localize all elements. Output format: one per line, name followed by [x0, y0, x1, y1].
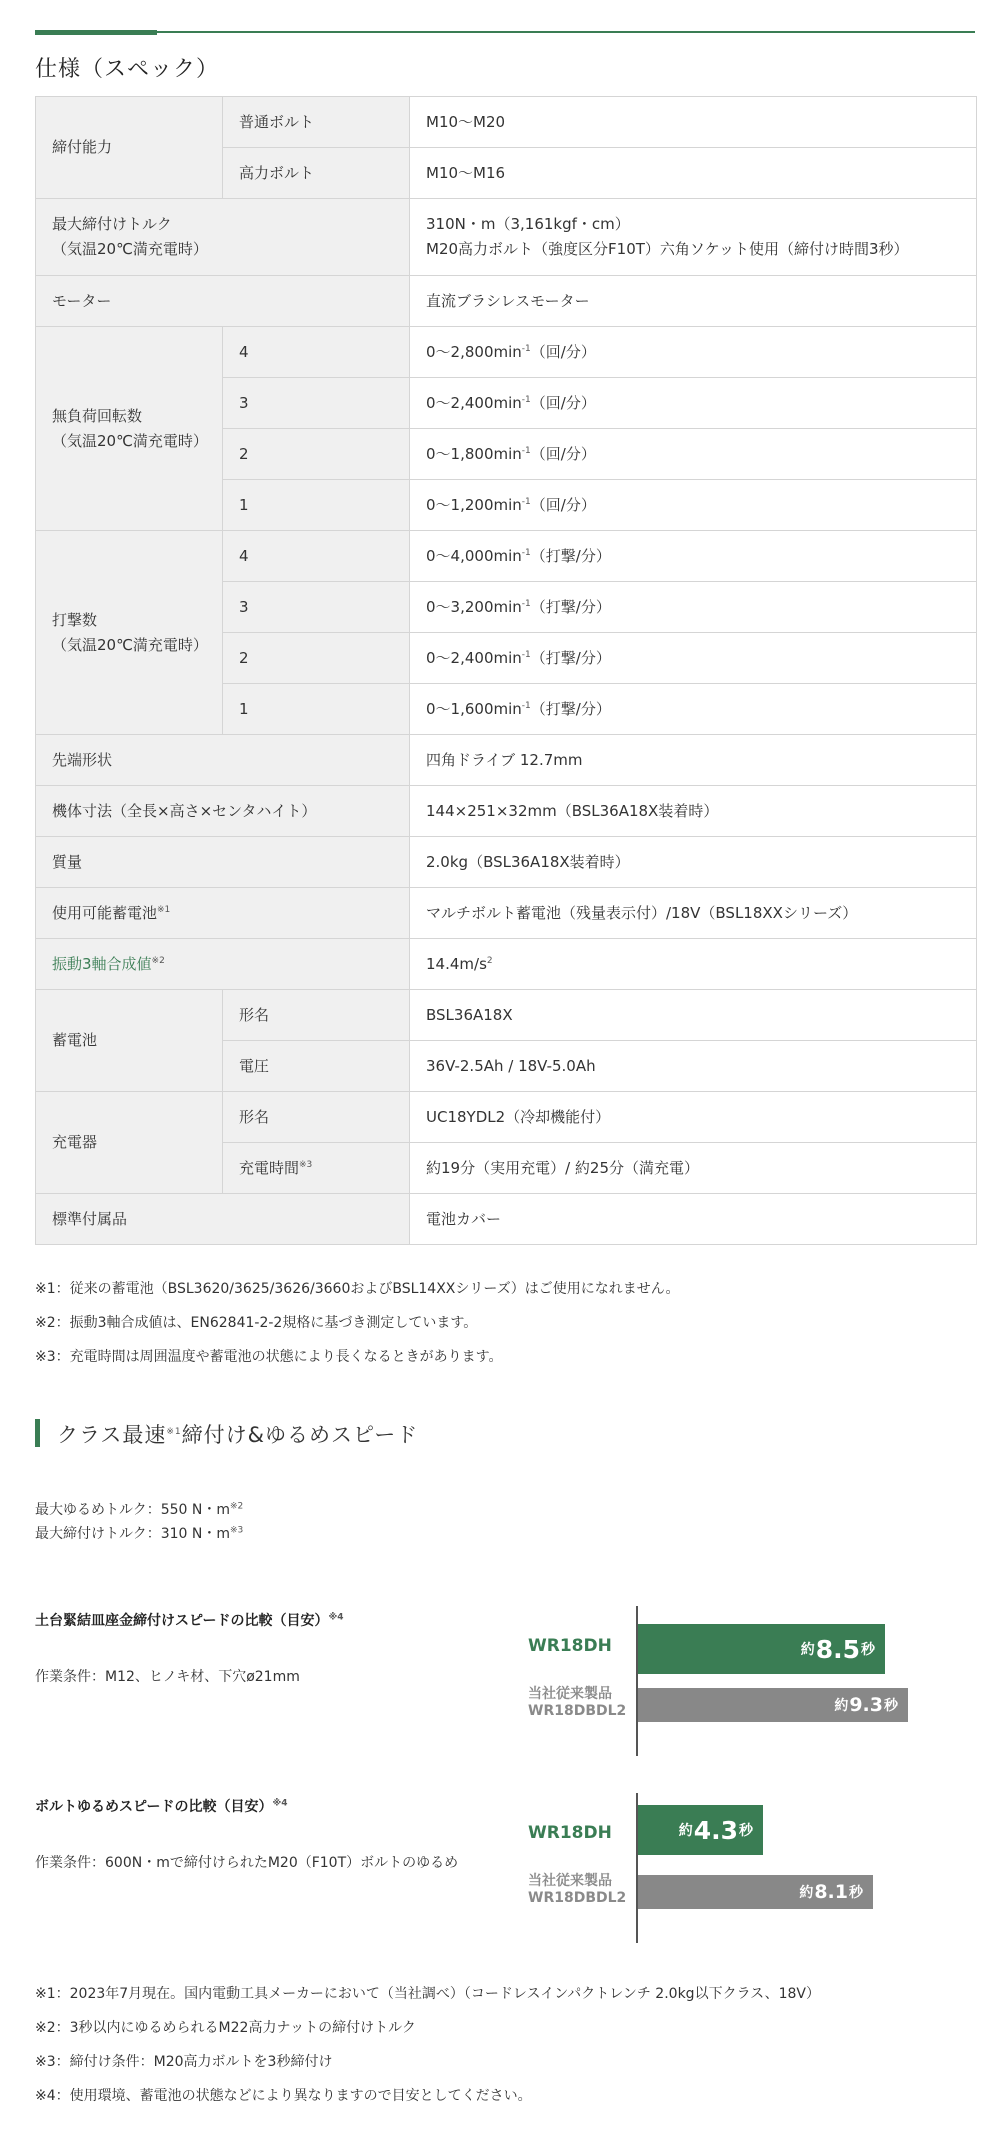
value-unit: （打撃/分）	[530, 546, 611, 565]
new-model-bar	[638, 1805, 763, 1855]
table-row	[36, 939, 977, 990]
spec-value: 144×251×32mm（BSL36A18X装着時）	[410, 786, 977, 837]
comparison-condition: 作業条件：M12、ヒノキ材、下穴ø21mm	[35, 1669, 300, 1685]
spec-value: 直流ブラシレスモーター	[410, 276, 977, 327]
footnote: ※2：3秒以内にゆるめられるM22高力ナットの締付けトルク	[35, 2020, 416, 2036]
torque-line	[35, 1498, 243, 1522]
table-row	[36, 837, 977, 888]
value-text: 0〜4,000min	[426, 546, 522, 565]
torque-text: 最大締付けトルク：310 N・m	[35, 1526, 231, 1542]
old-model-label-line: 当社従来製品	[528, 1686, 612, 1702]
spec-label-link[interactable]	[36, 939, 410, 990]
value-sup: -1	[521, 547, 531, 558]
value-unit: （打撃/分）	[530, 648, 611, 667]
comparison-title-text: ボルトゆるめスピードの比較（目安）	[35, 1799, 273, 1815]
footnote: ※1：2023年7月現在。国内電動工具メーカーにおいて（当社調べ）（コードレスインパクトレンチ 2.0kg以下クラス、18V）	[35, 1986, 820, 2002]
spec-label: モーター	[36, 276, 410, 327]
spec-label: 質量	[36, 837, 410, 888]
spec-sublabel	[223, 1143, 410, 1194]
spec-value: 約19分（実用充電）/ 約25分（満充電）	[410, 1143, 977, 1194]
spec-sublabel: 形名	[223, 1092, 410, 1143]
table-row	[36, 327, 977, 378]
value-sup: -1	[521, 394, 531, 405]
value-sup: -1	[521, 445, 531, 456]
spec-value: BSL36A18X	[410, 990, 977, 1041]
speed-section-title	[57, 1419, 418, 1449]
old-model-bar	[638, 1688, 908, 1722]
mode-label: 2	[223, 429, 410, 480]
spec-value	[410, 327, 977, 378]
footnote-ref: ※2	[151, 955, 165, 966]
old-model-label	[528, 1686, 626, 1720]
bar-prefix: 約	[834, 1698, 849, 1714]
spec-value	[410, 429, 977, 480]
spec-label-line: 無負荷回転数	[52, 406, 143, 425]
spec-sublabel: 電圧	[223, 1041, 410, 1092]
table-row	[36, 199, 977, 276]
spec-value: M10〜M20	[410, 97, 977, 148]
label-text: 使用可能蓄電池	[52, 903, 158, 922]
value-text: 0〜2,800min	[426, 342, 522, 361]
old-model-label-line: 当社従来製品	[528, 1873, 612, 1889]
label-text: 充電時間	[239, 1158, 300, 1177]
spec-value: UC18YDL2（冷却機能付）	[410, 1092, 977, 1143]
old-model-bar	[638, 1875, 873, 1909]
value-text: 0〜2,400min	[426, 648, 522, 667]
footnote-ref: ※1	[166, 1427, 182, 1437]
footnote: ※3：締付け条件：M20高力ボルトを3秒締付け	[35, 2054, 333, 2070]
footnote-ref: ※4	[272, 1798, 288, 1809]
value-sup: -1	[521, 343, 531, 354]
table-row	[36, 531, 977, 582]
spec-label: 先端形状	[36, 735, 410, 786]
spec-label: 充電器	[36, 1092, 223, 1194]
value-text: 0〜1,600min	[426, 699, 522, 718]
spec-sublabel: 高力ボルト	[223, 148, 410, 199]
bar-unit: 秒	[739, 1823, 753, 1839]
value-unit: （打撃/分）	[530, 597, 611, 616]
value-sup: -1	[521, 496, 531, 507]
spec-value	[410, 684, 977, 735]
mode-label: 3	[223, 582, 410, 633]
title-text: クラス最速	[57, 1423, 167, 1447]
spec-label	[36, 199, 410, 276]
spec-label: 標準付属品	[36, 1194, 410, 1245]
value-text: 0〜2,400min	[426, 393, 522, 412]
new-model-bar	[638, 1624, 885, 1674]
value-text: 0〜3,200min	[426, 597, 522, 616]
spec-value: 電池カバー	[410, 1194, 977, 1245]
value-sup: -1	[521, 649, 531, 660]
bar-unit: 秒	[849, 1885, 863, 1901]
old-model-label-line: WR18DBDL2	[528, 1703, 627, 1719]
spec-value: 2.0kg（BSL36A18X装着時）	[410, 837, 977, 888]
spec-value-line: M20高力ボルト（強度区分F10T）六角ソケット使用（締付け時間3秒）	[426, 240, 909, 258]
new-model-label: WR18DH	[528, 1636, 612, 1656]
bar-value: 8.1	[814, 1881, 848, 1903]
spec-sublabel: 普通ボルト	[223, 97, 410, 148]
spec-value	[410, 378, 977, 429]
footnote-ref: ※2	[230, 1501, 244, 1512]
spec-label: 締付能力	[36, 97, 223, 199]
spec-label: 機体寸法（全長×高さ×センタハイト）	[36, 786, 410, 837]
footnote-ref: ※1	[157, 904, 171, 915]
footnote-ref: ※3	[299, 1159, 313, 1170]
mode-label: 3	[223, 378, 410, 429]
mode-label: 4	[223, 327, 410, 378]
spec-value: 四角ドライブ 12.7mm	[410, 735, 977, 786]
value-unit: （回/分）	[530, 444, 596, 463]
spec-label-line: 打撃数	[52, 610, 98, 629]
mode-label: 1	[223, 480, 410, 531]
spec-label: 蓄電池	[36, 990, 223, 1092]
value-sup: 2	[486, 955, 493, 966]
spec-table	[35, 96, 977, 1245]
new-model-label: WR18DH	[528, 1823, 612, 1843]
value-sup: -1	[521, 598, 531, 609]
table-row	[36, 786, 977, 837]
torque-text: 最大ゆるめトルク：550 N・m	[35, 1502, 231, 1518]
comparison-condition: 作業条件：600N・mで締付けられたM20（F10T）ボルトのゆるめ	[35, 1855, 459, 1871]
spec-value	[410, 633, 977, 684]
spec-value: M10〜M16	[410, 148, 977, 199]
torque-line	[35, 1522, 243, 1546]
bar-unit: 秒	[884, 1698, 898, 1714]
value-unit: （回/分）	[530, 342, 596, 361]
speed-notes	[35, 1984, 820, 2120]
comparison-title	[35, 1610, 343, 1630]
title-text: 締付け&ゆるめスピード	[181, 1423, 419, 1447]
spec-label-line: （気温20℃満充電時）	[52, 240, 208, 258]
table-row	[36, 990, 977, 1041]
speed-chart	[520, 1793, 940, 1943]
value-unit: （回/分）	[530, 393, 596, 412]
table-row	[36, 1194, 977, 1245]
value-unit: （回/分）	[530, 495, 596, 514]
table-row	[36, 276, 977, 327]
comparison-title-text: 土台緊結皿座金締付けスピードの比較（目安）	[35, 1613, 329, 1629]
spec-label-line: （気温20℃満充電時）	[52, 635, 208, 654]
spec-value	[410, 582, 977, 633]
spec-title: 仕様（スペック）	[35, 57, 220, 82]
vibration-link[interactable]: 振動3軸合成値	[52, 954, 152, 973]
spec-label-line: 最大締付けトルク	[52, 215, 172, 233]
table-row	[36, 1092, 977, 1143]
bar-unit: 秒	[861, 1642, 875, 1658]
bar-prefix: 約	[678, 1823, 693, 1839]
bar-value: 4.3	[693, 1815, 738, 1845]
spec-label	[36, 327, 223, 531]
value-text: 0〜1,200min	[426, 495, 522, 514]
bar-value: 9.3	[849, 1694, 883, 1716]
bar-prefix: 約	[800, 1642, 815, 1658]
torque-info	[35, 1498, 243, 1546]
section-divider	[35, 31, 975, 33]
spec-value	[410, 480, 977, 531]
spec-value	[410, 939, 977, 990]
spec-sublabel: 形名	[223, 990, 410, 1041]
comparison-title	[35, 1796, 287, 1816]
footnote-ref: ※3	[230, 1525, 244, 1536]
value-sup: -1	[521, 700, 531, 711]
footnote: ※4：使用環境、蓄電池の状態などにより異なりますので目安としてください。	[35, 2088, 532, 2104]
spec-value	[410, 199, 977, 276]
value-unit: （打撃/分）	[530, 699, 611, 718]
spec-value-line: 310N・m（3,161kgf・cm）	[426, 215, 630, 233]
table-row	[36, 888, 977, 939]
footnote: ※1：従来の蓄電池（BSL3620/3625/3626/3660およびBSL14XXシリーズ）はご使用になれません。	[35, 1281, 680, 1297]
spec-label	[36, 531, 223, 735]
spec-notes	[35, 1279, 680, 1381]
footnote: ※3：充電時間は周囲温度や蓄電池の状態により長くなるときがあります。	[35, 1349, 503, 1365]
value-text: 14.4m/s	[426, 954, 487, 973]
table-row	[36, 735, 977, 786]
bar-value: 8.5	[815, 1634, 860, 1664]
old-model-label-line: WR18DBDL2	[528, 1890, 627, 1906]
old-model-label	[528, 1873, 626, 1907]
bar-prefix: 約	[799, 1885, 814, 1901]
footnote: ※2：振動3軸合成値は、EN62841-2-2規格に基づき測定しています。	[35, 1315, 478, 1331]
table-row	[36, 97, 977, 148]
spec-value: マルチボルト蓄電池（残量表示付）/18V（BSL18XXシリーズ）	[410, 888, 977, 939]
footnote-ref: ※4	[328, 1612, 344, 1623]
value-text: 0〜1,800min	[426, 444, 522, 463]
speed-chart	[520, 1606, 940, 1756]
mode-label: 1	[223, 684, 410, 735]
spec-label-line: （気温20℃満充電時）	[52, 431, 208, 450]
spec-value: 36V-2.5Ah / 18V-5.0Ah	[410, 1041, 977, 1092]
spec-value	[410, 531, 977, 582]
mode-label: 4	[223, 531, 410, 582]
mode-label: 2	[223, 633, 410, 684]
section-accent-bar	[35, 1419, 40, 1447]
spec-label	[36, 888, 410, 939]
